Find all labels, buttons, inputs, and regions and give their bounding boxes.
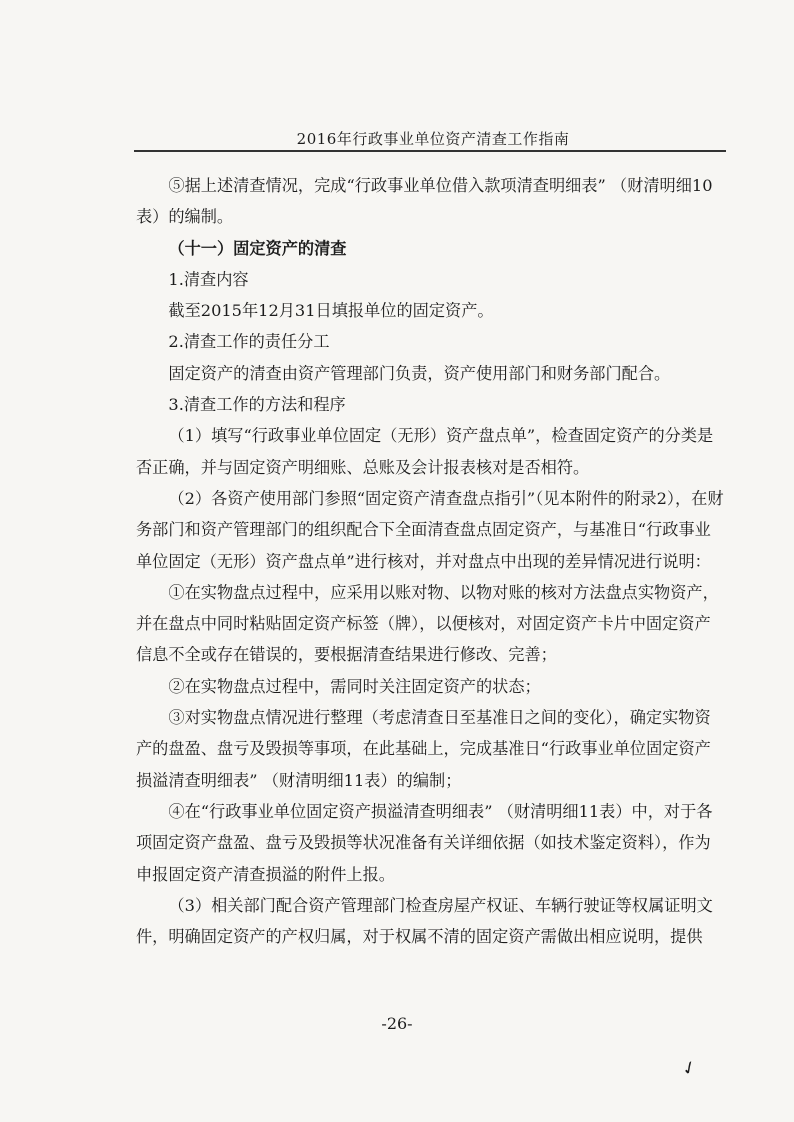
paragraph-1: ⑤据上述清查情况，完成“行政事业单位借入款项清查明细表” （财清明细10表）的编制。 xyxy=(136,176,713,227)
paragraph-9: ④在“行政事业单位固定资产损溢清查明细表” （财清明细11表）中，对于各项固定资产盘盈、盘亏及毁损等状况准备有关详细依据（如技术鉴定资料），作为申报固定资产清查损溢的附件上报。 xyxy=(136,801,713,884)
pen-mark: ✓ xyxy=(678,1055,701,1082)
paragraph-5: （2）各资产使用部门参照“固定资产清查盘点指引”（见本附件的附录2），在财务部门和资产管理部门的组织配合下全面清查盘点固定资产，与基准日“行政事业单位固定（无形）资产盘点单”进行核对，并对盘点中出现的差异情况进行说明： xyxy=(136,488,724,571)
paragraph-4: （1）填写“行政事业单位固定（无形）资产盘点单”，检查固定资产的分类是否正确，并与固定资产明细账、总账及会计报表核对是否相符。 xyxy=(136,426,714,477)
subheading-2: 2.清查工作的责任分工 xyxy=(168,332,330,352)
running-header: 2016年行政事业单位资产清查工作指南 xyxy=(296,130,570,148)
paragraph-6: ①在实物盘点过程中，应采用以账对物、以物对账的核对方法盘点实物资产，并在盘点中同时粘贴固定资产标签（牌），以便核对，对固定资产卡片中固定资产信息不全或存在错误的，要根据清查结果进行修改、完善； xyxy=(136,582,719,665)
paragraph-7: ②在实物盘点过程中，需同时关注固定资产的状态； xyxy=(168,676,541,696)
subheading-1: 1.清查内容 xyxy=(168,269,249,289)
paragraph-3: 固定资产的清查由资产管理部门负责，资产使用部门和财务部门配合。 xyxy=(168,363,671,383)
header-rule xyxy=(134,150,726,152)
subheading-3: 3.清查工作的方法和程序 xyxy=(168,395,346,415)
paragraph-8: ③对实物盘点情况进行整理（考虑清查日至基准日之间的变化），确定实物资产的盘盈、盘亏及毁损等事项，在此基础上，完成基准日“行政事业单位固定资产损溢清查明细表” （财清明细11表）的编制； xyxy=(136,708,711,790)
section-heading: （十一）固定资产的清查 xyxy=(168,238,347,258)
paragraph-10: （3）相关部门配合资产管理部门检查房屋产权证、车辆行驶证等权属证明文件，明确固定资产的产权归属，对于权属不清的固定资产需做出相应说明，提供 xyxy=(136,895,713,947)
page-number: -26- xyxy=(381,1014,413,1033)
paragraph-2: 截至2015年12月31日填报单位的固定资产。 xyxy=(168,301,494,321)
body-text xyxy=(136,170,726,952)
